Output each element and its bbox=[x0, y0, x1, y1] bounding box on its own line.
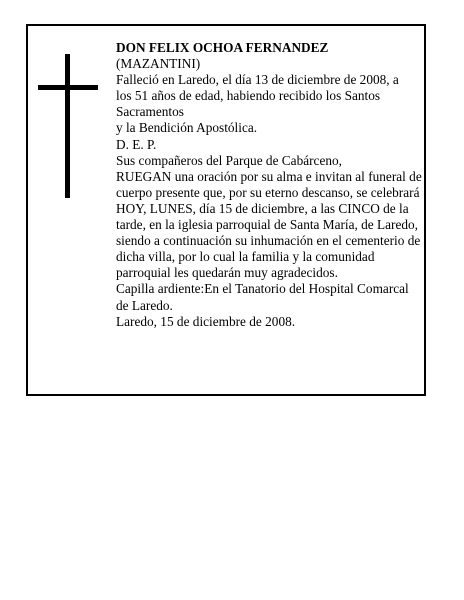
notice-text bbox=[116, 40, 424, 330]
deceased-nickname: (MAZANTINI) bbox=[116, 56, 201, 72]
place-and-date: Laredo, 15 de diciembre de 2008. bbox=[116, 313, 296, 329]
cross-horizontal-bar bbox=[38, 85, 98, 90]
cross-vertical-bar bbox=[65, 54, 70, 198]
mourners-line: Sus compañeros del Parque de Cabárceno, bbox=[116, 152, 342, 168]
deceased-name: DON FELIX OCHOA FERNANDEZ bbox=[116, 40, 329, 55]
death-line-3: Sacramentos bbox=[116, 104, 184, 120]
blessing-line: y la Bendición Apostólica. bbox=[116, 120, 258, 136]
funeral-request: RUEGAN una oración por su alma e invitan al funeral de cuerpo presente que, por su eterno descanso, se celebrará HOY, LUNES, día 15 de diciembre, a las CINCO de la tarde, en la iglesia parroquial de Santa María, de Laredo, siendo a continuación su inhumación en el cementerio de dicha villa, por lo cual la familia y la comunidad parroquial les quedarán muy agradecidos. bbox=[116, 168, 422, 281]
death-line-1: Falleció en Laredo, el día 13 de diciembre de 2008, a bbox=[116, 72, 399, 88]
chapel-info: Capilla ardiente:En el Tanatorio del Hospital Comarcal de Laredo. bbox=[116, 281, 409, 313]
death-line-2: los 51 años de edad, habiendo recibido los Santos bbox=[116, 88, 381, 104]
rip-line: D. E. P. bbox=[116, 136, 157, 152]
obituary-notice bbox=[26, 24, 426, 396]
cross-icon bbox=[38, 54, 98, 198]
